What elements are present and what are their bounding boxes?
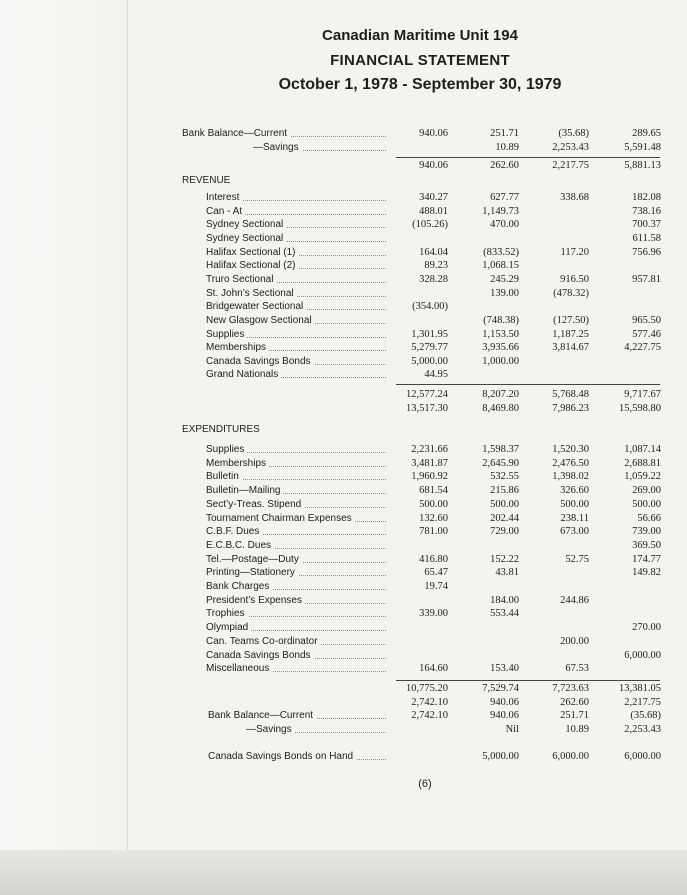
row-label-text: Interest	[206, 192, 242, 203]
amount-cell: 7,723.63	[552, 683, 589, 694]
row-label-text: Halifax Sectional (1)	[206, 247, 298, 258]
amount-cell: 6,000.00	[624, 649, 661, 661]
amount-cell: 5,279.77	[411, 342, 448, 354]
row-label	[206, 512, 386, 525]
amount-cell: 269.00	[632, 485, 661, 497]
expenditure-row	[0, 635, 687, 648]
row-label-text: New Glasgow Sectional	[206, 315, 315, 326]
expenditure-row	[0, 539, 687, 552]
row-label	[206, 566, 386, 579]
amount-cell: 416.80	[419, 553, 448, 565]
amount-cell: 1,068.15	[482, 260, 519, 272]
amount-cell: 756.96	[632, 246, 661, 258]
amount-cell: 67.53	[565, 663, 589, 675]
expenditure-row	[0, 607, 687, 620]
amount-cell: 781.00	[419, 526, 448, 538]
row-label	[206, 662, 386, 675]
closing-bank-current-row	[0, 709, 687, 722]
revenue-row	[0, 205, 687, 218]
amount-cell: 215.86	[490, 485, 519, 497]
total-rule	[396, 384, 660, 385]
amount-cell: 2,217.75	[552, 160, 589, 171]
amount-cell: 19.74	[424, 581, 448, 592]
row-label-text: Bulletin—Mailing	[206, 485, 283, 496]
row-label-text: Supplies	[206, 329, 247, 340]
row-label	[206, 341, 386, 354]
row-label-text: Supplies	[206, 444, 247, 455]
row-label-text: Tel.—Postage—Duty	[206, 554, 302, 565]
row-label-text: Memberships	[206, 342, 269, 353]
row-label	[206, 649, 386, 662]
amount-cell: 957.81	[632, 273, 661, 285]
amount-cell: 577.46	[632, 328, 661, 340]
row-label	[206, 287, 386, 300]
amount-cell: 1,149.73	[482, 205, 519, 217]
expenditure-row	[0, 566, 687, 579]
amount-cell: 532.55	[490, 471, 519, 483]
revenue-row	[0, 232, 687, 245]
bonds-on-hand-row	[0, 750, 687, 763]
amount-cell: 139.00	[490, 287, 519, 299]
amount-cell: 2,742.10	[411, 710, 448, 721]
amount-cell: 940.06	[419, 160, 448, 171]
row-label-text: Canada Savings Bonds	[206, 356, 314, 367]
amount-cell: 611.58	[632, 232, 661, 244]
amount-cell: 44.95	[424, 369, 448, 381]
expenditure-row	[0, 457, 687, 470]
amount-cell: (748.38)	[483, 314, 519, 326]
amount-cell: 153.40	[490, 663, 519, 675]
row-label	[206, 621, 386, 634]
amount-cell: 200.00	[560, 635, 589, 647]
amount-cell: 627.77	[490, 192, 519, 203]
amount-cell: 739.00	[632, 526, 661, 538]
revenue-row	[0, 259, 687, 272]
amount-cell: (833.52)	[483, 246, 519, 258]
row-label-text: Memberships	[206, 458, 269, 469]
amount-cell: 488.01	[419, 205, 448, 217]
row-label-text: Canada Savings Bonds	[206, 650, 314, 661]
amount-cell: 52.75	[565, 553, 589, 565]
amount-cell: 738.16	[632, 205, 661, 217]
amount-cell: 245.29	[490, 273, 519, 285]
amount-cell: 729.00	[490, 526, 519, 538]
amount-cell: 3,935.66	[482, 342, 519, 354]
amount-cell: 940.06	[490, 697, 519, 708]
row-label-text: Printing—Stationery	[206, 567, 298, 578]
amount-cell: 65.47	[424, 567, 448, 579]
amount-cell: 10.89	[495, 142, 519, 153]
row-label	[206, 300, 386, 313]
row-label-text: Bank Balance—Current	[182, 128, 290, 139]
amount-cell: (35.68)	[558, 128, 589, 139]
expenditure-row	[0, 512, 687, 525]
amount-cell: 500.00	[490, 498, 519, 510]
scan-bottom-edge	[0, 850, 687, 895]
amount-cell: 1,087.14	[624, 444, 661, 455]
amount-cell: 7,529.74	[482, 683, 519, 694]
amount-cell: 238.11	[560, 512, 589, 524]
revenue-row	[0, 287, 687, 300]
revenue-row	[0, 355, 687, 368]
amount-cell: 251.71	[490, 128, 519, 139]
row-label	[206, 273, 386, 286]
total-rule	[396, 157, 660, 158]
expenditure-row	[0, 443, 687, 456]
amount-cell: 5,000.00	[411, 355, 448, 367]
row-label-text: St. John’s Sectional	[206, 288, 297, 299]
amount-cell: 89.23	[424, 260, 448, 272]
row-label	[206, 232, 386, 245]
amount-cell: 43.81	[495, 567, 519, 579]
row-label	[206, 470, 386, 483]
amount-cell: 5,000.00	[482, 751, 519, 762]
row-label	[206, 457, 386, 470]
row-label-text: Tournament Chairman Expenses	[206, 513, 355, 524]
row-label-text: Bank Charges	[206, 581, 272, 592]
amount-cell: (478.32)	[553, 287, 589, 299]
row-label	[206, 594, 386, 607]
row-label-text: —Savings	[253, 142, 302, 153]
row-label-text: —Savings	[246, 724, 295, 735]
amount-cell: 289.65	[632, 128, 661, 139]
amount-cell: 262.60	[560, 697, 589, 708]
amount-cell: 1,153.50	[482, 328, 519, 340]
amount-cell: 2,742.10	[411, 697, 448, 708]
amount-cell: (354.00)	[412, 301, 448, 313]
amount-cell: 6,000.00	[552, 751, 589, 762]
expenditures-heading: EXPENDITURES	[182, 424, 260, 435]
amount-cell: Nil	[505, 724, 519, 735]
page-number: (6)	[418, 778, 432, 790]
amount-cell: 700.37	[632, 219, 661, 231]
amount-cell: 5,881.13	[624, 160, 661, 171]
row-label-text: Halifax Sectional (2)	[206, 260, 298, 271]
row-label-text: E.C.B.C. Dues	[206, 540, 274, 551]
row-label-text: Bridgewater Sectional	[206, 301, 306, 312]
row-label-text: Truro Sectional	[206, 274, 276, 285]
statement-title: FINANCIAL STATEMENT	[330, 52, 510, 69]
amount-cell: 1,398.02	[552, 471, 589, 483]
amount-cell: 965.50	[632, 314, 661, 326]
row-label-text: Bank Balance—Current	[208, 710, 316, 721]
amount-cell: 182.08	[632, 192, 661, 203]
expenditure-row	[0, 470, 687, 483]
opening-bank-savings-row	[0, 141, 687, 154]
amount-cell: 13,517.30	[406, 403, 448, 414]
amount-cell: (35.68)	[630, 710, 661, 721]
amount-cell: 262.60	[490, 160, 519, 171]
expenditure-row	[0, 662, 687, 675]
row-label	[206, 205, 386, 218]
row-label	[206, 218, 386, 231]
row-label-text: Bulletin	[206, 471, 242, 482]
amount-cell: 6,000.00	[624, 751, 661, 762]
row-label	[206, 259, 386, 272]
row-label	[206, 635, 386, 648]
row-label	[206, 553, 386, 566]
amount-cell: 328.28	[419, 273, 448, 285]
amount-cell: 251.71	[560, 710, 589, 721]
amount-cell: 15,598.80	[619, 403, 661, 414]
amount-cell: 1,301.95	[411, 328, 448, 340]
amount-cell: 12,577.24	[406, 389, 448, 400]
amount-cell: 1,520.30	[552, 444, 589, 455]
amount-cell: 940.06	[419, 128, 448, 139]
revenue-row	[0, 191, 687, 204]
total-rule	[396, 680, 660, 681]
amount-cell: 9,717.67	[624, 389, 661, 400]
amount-cell: 2,688.81	[624, 457, 661, 469]
row-label	[208, 709, 386, 722]
row-label-text: Olympiad	[206, 622, 251, 633]
organization-title: Canadian Maritime Unit 194	[322, 27, 518, 44]
row-label	[206, 368, 386, 381]
amount-cell: 2,476.50	[552, 457, 589, 469]
row-label	[253, 141, 386, 154]
amount-cell: 7,986.23	[552, 403, 589, 414]
amount-cell: 326.60	[560, 485, 589, 497]
revenue-row	[0, 314, 687, 327]
amount-cell: 3,814.67	[552, 342, 589, 354]
amount-cell: 5,591.48	[624, 142, 661, 153]
amount-cell: 1,059.22	[624, 471, 661, 483]
amount-cell: 940.06	[490, 710, 519, 721]
amount-cell: 202.44	[490, 512, 519, 524]
expenditure-row	[0, 649, 687, 662]
row-label-text: Can. Teams Co-ordinator	[206, 636, 321, 647]
row-label-text: Sydney Sectional	[206, 233, 286, 244]
amount-cell: 340.27	[419, 192, 448, 203]
row-label-text: Sydney Sectional	[206, 219, 286, 230]
period-title: October 1, 1978 - September 30, 1979	[278, 76, 562, 93]
revenue-total-row	[0, 388, 687, 401]
expenditure-row	[0, 580, 687, 593]
row-label-text: Grand Nationals	[206, 369, 281, 380]
expenditure-row	[0, 594, 687, 607]
row-label	[206, 580, 386, 593]
row-label-text: C.B.F. Dues	[206, 526, 262, 537]
amount-cell: 339.00	[419, 608, 448, 620]
revenue-row	[0, 341, 687, 354]
amount-cell: 164.04	[419, 246, 448, 258]
revenue-row	[0, 246, 687, 259]
amount-cell: 2,253.43	[624, 724, 661, 735]
row-label	[206, 484, 386, 497]
amount-cell: 369.50	[632, 539, 661, 551]
row-label	[206, 443, 386, 456]
expenditure-row	[0, 621, 687, 634]
amount-cell: 2,217.75	[624, 697, 661, 708]
net-balance-row	[0, 696, 687, 709]
row-label	[206, 607, 386, 620]
amount-cell: 132.60	[419, 512, 448, 524]
amount-cell: 164.60	[419, 663, 448, 675]
revenue-row	[0, 300, 687, 313]
amount-cell: 1,598.37	[482, 444, 519, 455]
amount-cell: 8,207.20	[482, 389, 519, 400]
amount-cell: 3,481.87	[411, 457, 448, 469]
row-label	[182, 127, 386, 140]
row-label	[206, 314, 386, 327]
amount-cell: 673.00	[560, 526, 589, 538]
amount-cell: 916.50	[560, 273, 589, 285]
row-label	[206, 525, 386, 538]
row-label	[206, 498, 386, 511]
row-label-text: President’s Expenses	[206, 595, 305, 606]
amount-cell: 500.00	[560, 498, 589, 510]
row-label	[208, 750, 386, 763]
expenditure-row	[0, 498, 687, 511]
amount-cell: 500.00	[419, 498, 448, 510]
revenue-grand-total-row	[0, 402, 687, 415]
opening-total-row	[0, 159, 687, 172]
closing-bank-savings-row	[0, 723, 687, 736]
amount-cell: 1,960.92	[411, 471, 448, 483]
amount-cell: 117.20	[560, 246, 589, 258]
amount-cell: 5,768.48	[552, 389, 589, 400]
row-label	[206, 246, 386, 259]
amount-cell: 2,645.90	[482, 457, 519, 469]
row-label	[246, 723, 386, 736]
expenditure-row	[0, 553, 687, 566]
row-label-text: Trophies	[206, 608, 248, 619]
amount-cell: 681.54	[419, 485, 448, 497]
revenue-row	[0, 273, 687, 286]
revenue-row	[0, 328, 687, 341]
amount-cell: 56.66	[637, 512, 661, 524]
revenue-row	[0, 218, 687, 231]
amount-cell: 1,000.00	[482, 355, 519, 367]
amount-cell: 152.22	[490, 553, 519, 565]
row-label-text: Miscellaneous	[206, 663, 272, 674]
amount-cell: 13,381.05	[619, 683, 661, 694]
row-label	[206, 328, 386, 341]
amount-cell: 270.00	[632, 622, 661, 634]
amount-cell: 8,469.80	[482, 403, 519, 414]
opening-bank-current-row	[0, 127, 687, 140]
amount-cell: (105.26)	[412, 219, 448, 231]
amount-cell: 1,187.25	[552, 328, 589, 340]
row-label-text: Sect’y-Treas. Stipend	[206, 499, 304, 510]
row-label-text: Can - At	[206, 206, 245, 217]
amount-cell: 10,775.20	[406, 683, 448, 694]
amount-cell: 2,231.66	[411, 444, 448, 455]
expenditure-total-row	[0, 682, 687, 695]
amount-cell: 10.89	[565, 724, 589, 735]
revenue-row	[0, 368, 687, 381]
amount-cell: 244.86	[560, 594, 589, 606]
row-label	[206, 191, 386, 204]
amount-cell: 500.00	[632, 498, 661, 510]
amount-cell: 470.00	[490, 219, 519, 231]
row-label	[206, 355, 386, 368]
row-label	[206, 539, 386, 552]
revenue-heading: REVENUE	[182, 175, 231, 186]
amount-cell: 149.82	[632, 567, 661, 579]
amount-cell: 184.00	[490, 594, 519, 606]
expenditure-row	[0, 525, 687, 538]
amount-cell: 174.77	[632, 553, 661, 565]
amount-cell: 338.68	[560, 192, 589, 203]
amount-cell: (127.50)	[553, 314, 589, 326]
amount-cell: 553.44	[490, 608, 519, 620]
row-label-text: Canada Savings Bonds on Hand	[208, 751, 356, 762]
amount-cell: 2,253.43	[552, 142, 589, 153]
amount-cell: 4,227.75	[624, 342, 661, 354]
expenditure-row	[0, 484, 687, 497]
